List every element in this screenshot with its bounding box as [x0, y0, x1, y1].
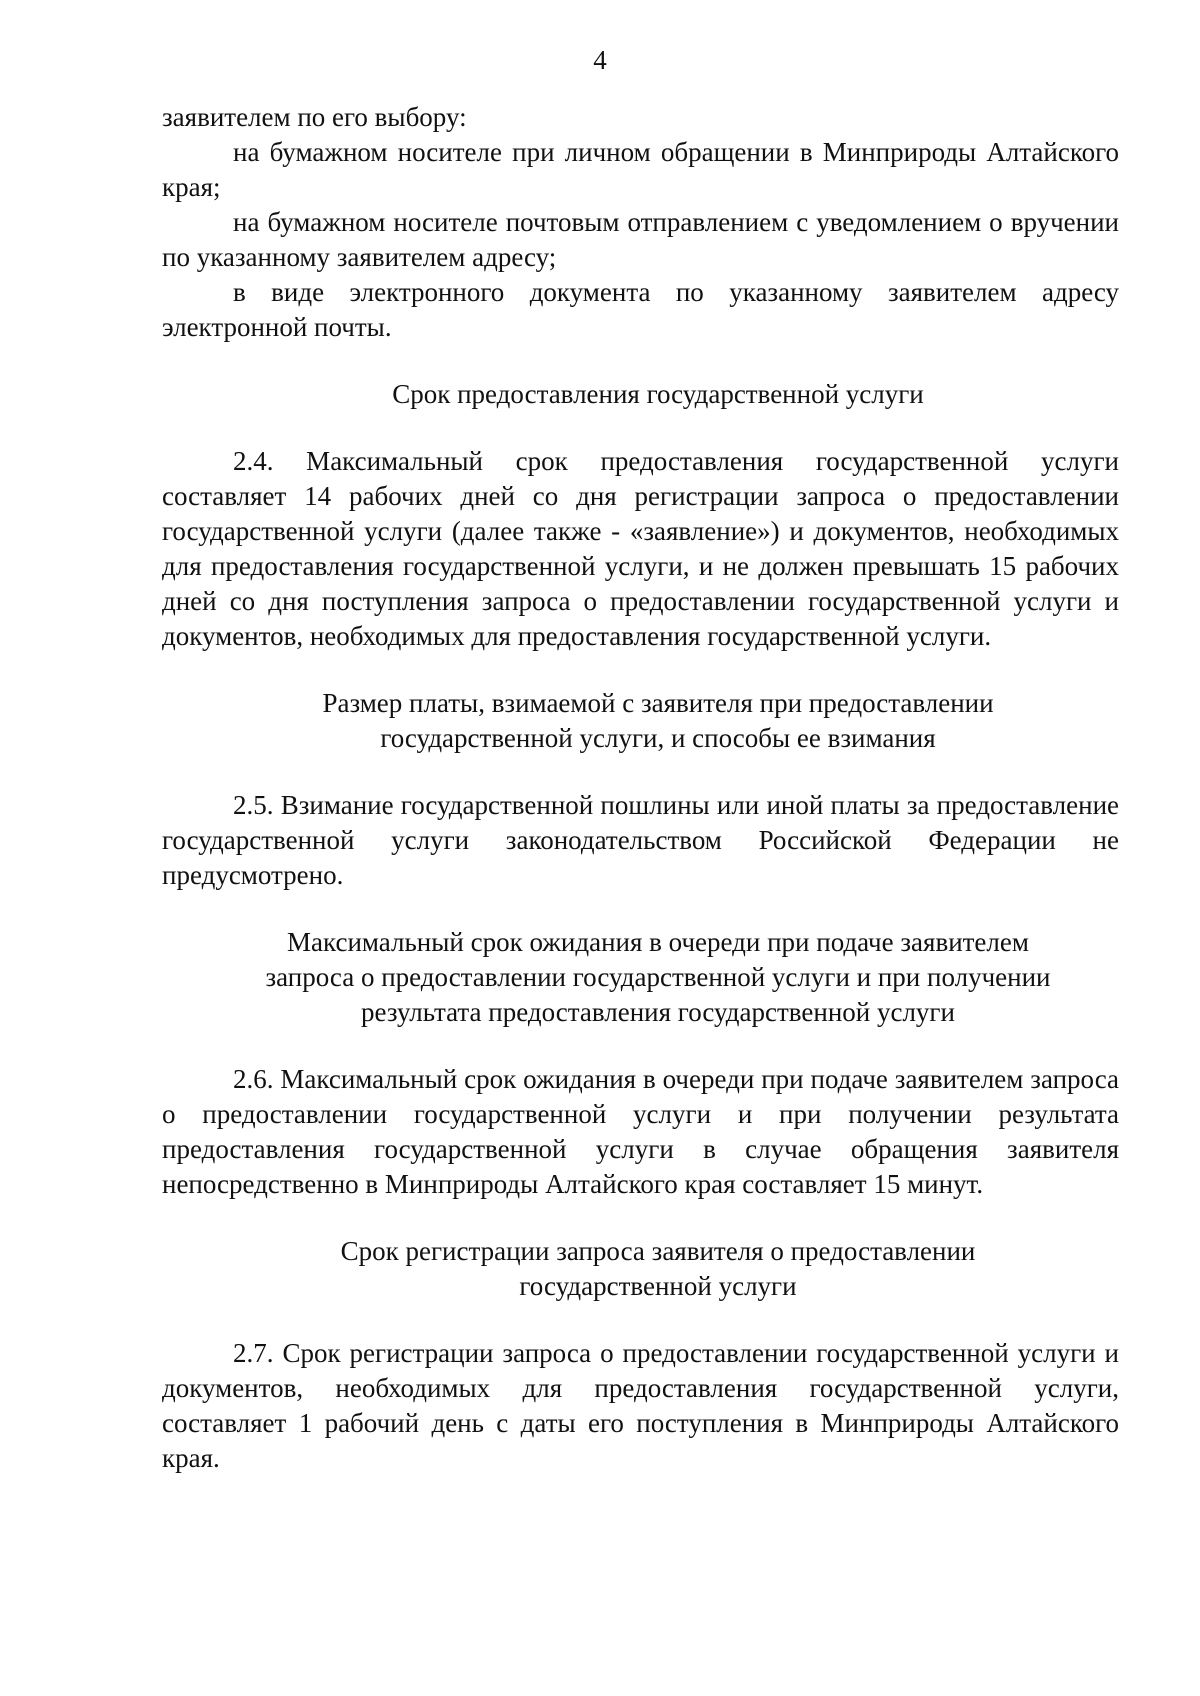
section-heading-registration — [162, 1234, 1119, 1304]
section-heading-fee-line: Размер платы, взимаемой с заявителя при предоставлении — [322, 688, 994, 718]
paragraph-2-5: 2.5. Взимание государственной пошлины или иной платы за предоставление государственной услуги законодательством Российской Федерации не предусмотрено. — [162, 790, 1119, 890]
section-heading-queue-line: результата предоставления государственной услуги — [361, 997, 955, 1027]
section-heading-fee — [162, 686, 1119, 756]
intro-line: заявителем по его выбору: — [162, 102, 467, 132]
section-heading-term — [162, 377, 1119, 412]
section-heading-queue-line: Максимальный срок ожидания в очереди при подаче заявителем — [287, 927, 1029, 957]
paragraph-2-4: 2.4. Максимальный срок предоставления государственной услуги составляет 14 рабочих дней со дня регистрации запроса о предоставлении государственной услуги (далее также - «заявление») и документов, необходимых для предоставления государственной услуги, и не должен превышать 15 рабочих дней со дня поступления запроса о предоставлении государственной услуги и документов, необходимых для предоставления государственной услуги. — [162, 446, 1119, 651]
delivery-option-paper-in-person: на бумажном носителе при личном обращении в Минприроды Алтайского края; — [162, 137, 1119, 202]
page-number: 4 — [593, 45, 607, 75]
section-heading-registration-line: государственной услуги — [519, 1271, 797, 1301]
section-heading-fee-line: государственной услуги, и способы ее взимания — [380, 723, 936, 753]
paragraph-2-6: 2.6. Максимальный срок ожидания в очереди при подаче заявителем запроса о предоставлении государственной услуги и при получении результата предоставления государственной услуги в случае обращения заявителя непосредственно в Минприроды Алтайского края составляет 15 минут. — [162, 1064, 1119, 1199]
section-heading-term-line: Срок предоставления государственной услуги — [392, 379, 924, 409]
delivery-option-electronic: в виде электронного документа по указанному заявителем адресу электронной почты. — [162, 277, 1119, 342]
document-body — [162, 100, 1119, 1476]
section-heading-registration-line: Срок регистрации запроса заявителя о предоставлении — [340, 1236, 976, 1266]
section-heading-queue — [162, 925, 1119, 1030]
section-heading-queue-line: запроса о предоставлении государственной услуги и при получении — [265, 962, 1051, 992]
delivery-option-paper-mail: на бумажном носителе почтовым отправлением с уведомлением о вручении по указанному заявителем адресу; — [162, 207, 1119, 272]
paragraph-2-7: 2.7. Срок регистрации запроса о предоставлении государственной услуги и документов, необходимых для предоставления государственной услуги, составляет 1 рабочий день с даты его поступления в Минприроды Алтайского края. — [162, 1338, 1119, 1473]
